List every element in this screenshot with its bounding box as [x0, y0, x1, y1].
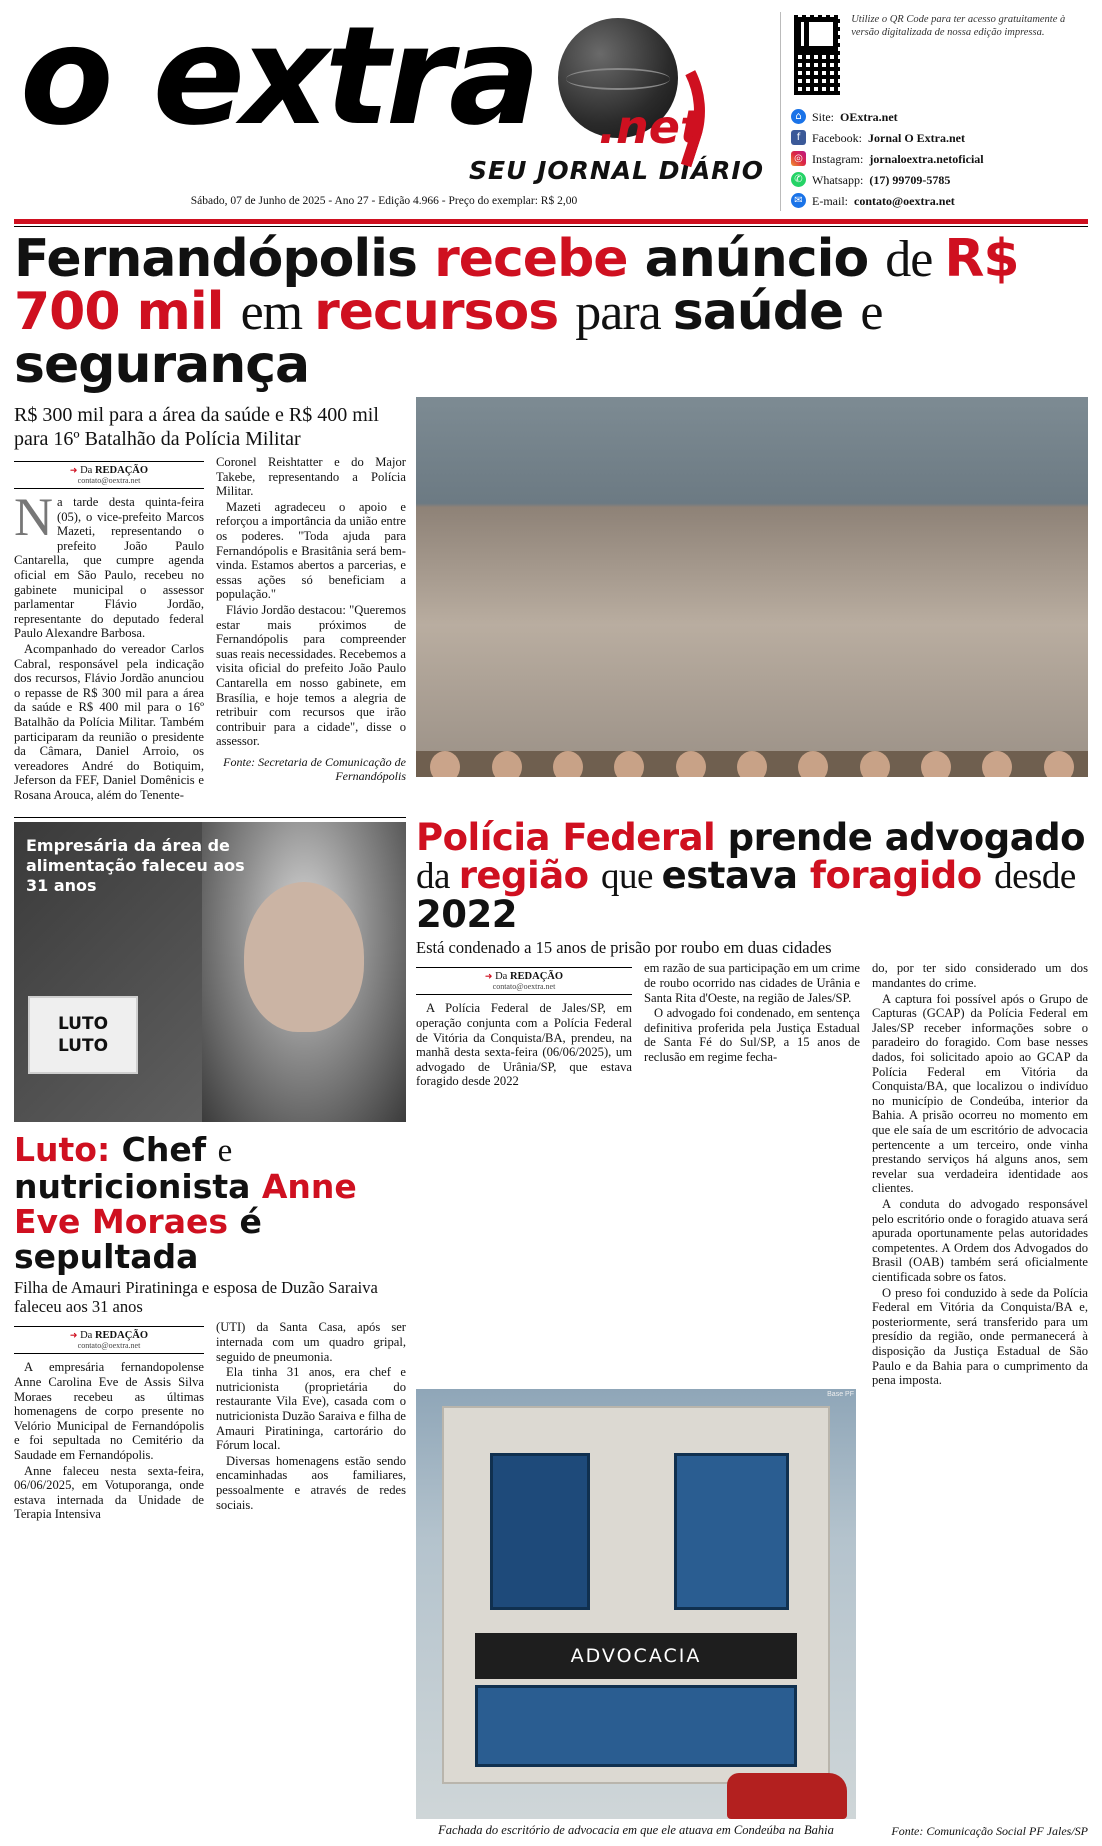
- paragraph: Acompanhado do vereador Carlos Cabral, responsável pela indicação dos recursos, Flávio Jordão anunciou o repasse de R$ 300 mil para a área da saúde e R$ 400 mil para o 16º Batalhão da Polícia Militar. Também participaram da reunião o presidente da Câmara, Daniel Arroio, os vereadores André do Botiquim, Jeferson da FEF, Daniel Domênicis e Rosana Arouca, além do Tenente-: [14, 641, 204, 802]
- contact-value: OExtra.net: [840, 109, 898, 124]
- pf-story: [416, 809, 1088, 1837]
- luto-photo: [14, 822, 406, 1122]
- paragraph: Ela tinha 31 anos, era chef e nutricionista (proprietária do restaurante Vila Eve), casada com o nutricionista Duzão Saraiva e filha de Amauri Piratininga, cartorário do Fórum local.: [216, 1365, 406, 1453]
- contact-value: (17) 99709-5785: [869, 172, 951, 187]
- luto-story: [14, 809, 406, 1837]
- divider: [14, 817, 406, 818]
- headline-part: desde: [994, 856, 1076, 898]
- headline-part: para: [575, 284, 673, 341]
- headline-part: saúde: [672, 282, 861, 342]
- contact-whatsapp[interactable]: [791, 169, 1088, 190]
- lead-section: [14, 397, 1088, 803]
- headline-part: em: [240, 284, 315, 341]
- headline-part: 2022: [416, 893, 517, 937]
- byline-prefix: Da: [80, 1330, 93, 1342]
- headline-part: Fernandópolis: [14, 229, 435, 289]
- masthead-tagline: SEU JORNAL DIÁRIO: [468, 156, 764, 185]
- contact-list: [791, 106, 1088, 211]
- luto-deck: Filha de Amauri Piratininga e esposa de Duzão Saraiva faleceu aos 31 anos: [14, 1278, 378, 1317]
- luto-sign: [28, 996, 138, 1074]
- whatsapp-icon: ✆: [791, 172, 806, 187]
- byline: [14, 461, 204, 489]
- contact-label: E-mail:: [812, 193, 848, 208]
- qr-note: Utilize o QR Code para ter acesso gratuitamente à versão digitalizada de nossa edição impressa.: [851, 14, 1066, 38]
- paragraph: O advogado foi condenado, em sentença definitiva proferida pela Justiça Estadual de Santa Fé do Sul/SP, a 15 anos de reclusão em regime fecha-: [644, 1006, 860, 1065]
- advocacia-sign: ADVOCACIA: [475, 1633, 797, 1679]
- divider-thin: [14, 226, 1088, 227]
- contact-label: Facebook:: [812, 130, 862, 145]
- lead-photo: [416, 397, 1088, 777]
- byline-prefix: Da: [495, 971, 508, 983]
- building-door: [490, 1453, 590, 1610]
- headline-part: e: [217, 1133, 233, 1170]
- headline-part: recebe: [434, 229, 645, 289]
- qr-code-icon[interactable]: [791, 12, 843, 98]
- issue-line: Sábado, 07 de Junho de 2025 - Ano 27 - Edição 4.966 - Preço do exemplar: R$ 2,00: [190, 195, 578, 207]
- paragraph: A captura foi possível após o Grupo de Capturas (GCAP) da Polícia Federal em Jales/SP receber informações sobre o paradeiro do foragido. Com base nesses dados, foi solicitado apoio ao GCAP da Polícia Federal em Vitória da Conquista/BA, que localizou o indivíduo no município de Condeúba, interior da Bahia. A prisão ocorreu no momento em que ele saía de um escritório de advocacia pertencente a um terceiro, onde vinha prestando serviços há alguns anos, sem revelar sua verdadeira identidade aos clientes.: [872, 991, 1088, 1196]
- paragraph: A empresária fernandopolense Anne Carolina Eve de Assis Silva Moraes recebeu as últimas homenagens de corpo presente no Velório Municipal de Fernandópolis e foi sepultada no Cemitério da Saudade em Fernandópolis.: [14, 1360, 204, 1463]
- headline-part: R$ 700 mil: [14, 229, 1019, 342]
- divider-red: [14, 219, 1088, 224]
- paragraph: (UTI) da Santa Casa, após ser internada com um quadro gripal, seguido de pneumonia.: [216, 1320, 406, 1364]
- facebook-icon: f: [791, 130, 806, 145]
- contact-label: Instagram:: [812, 151, 864, 166]
- headline-part: região: [458, 854, 601, 898]
- contact-instagram[interactable]: [791, 148, 1088, 169]
- lead-headline: [14, 229, 1088, 395]
- qr-row: [791, 12, 1088, 98]
- headline-part: Luto:: [14, 1130, 122, 1170]
- pf-deck: Está condenado a 15 anos de prisão por roubo em duas cidades: [416, 938, 832, 958]
- car: [727, 1773, 847, 1819]
- lead-photo-block: [416, 397, 1088, 803]
- logo-text: o extra: [20, 0, 537, 156]
- logo-suffix: .net: [598, 100, 702, 154]
- headline-part: recursos: [314, 282, 576, 342]
- headline-part: que: [600, 856, 662, 898]
- building-lower-window: [475, 1685, 797, 1767]
- byline-mail: contato@oextra.net: [77, 476, 141, 485]
- luto-sign-line1: LUTO: [57, 1014, 109, 1035]
- building-window: [674, 1453, 789, 1610]
- paragraph: Flávio Jordão destacou: "Queremos estar mais próximos de Fernandópolis para compreender suas reais necessidades. Recebemos a visita oficial do prefeito João Paulo Cantarella em nosso gabinete, em Brasília, e hoje temos a alegria de retribuir com recursos que irão contribuir para a cidade", disse o assessor.: [216, 602, 406, 749]
- arrow-icon: ➜: [69, 465, 78, 475]
- contact-facebook[interactable]: [791, 127, 1088, 148]
- paragraph: Diversas homenagens estão sendo encaminhadas aos familiares, pessoalmente e através de redes sociais.: [216, 1453, 406, 1512]
- contact-label: Whatsapp:: [812, 172, 864, 187]
- headline-part: Polícia Federal: [416, 816, 728, 860]
- headline-part: nutricionista: [14, 1167, 262, 1207]
- headline-part: da: [416, 856, 459, 898]
- pf-photo: [416, 1389, 856, 1819]
- lead-deck: R$ 300 mil para a área da saúde e R$ 400 mil para 16º Batalhão da Polícia Militar: [14, 404, 379, 450]
- globe-icon: ⌂: [791, 109, 806, 124]
- headline-part: estava: [661, 854, 810, 898]
- contact-site[interactable]: [791, 106, 1088, 127]
- source-note: Fonte: Secretaria de Comunicação de Fernandópolis: [223, 754, 406, 783]
- contact-value: Jornal O Extra.net: [868, 130, 965, 145]
- headline-part: foragido: [809, 854, 995, 898]
- mid-section: [14, 809, 1088, 1837]
- luto-headline: [14, 1130, 406, 1277]
- pf-headline: [416, 816, 1088, 937]
- contact-email[interactable]: [791, 190, 1088, 211]
- mail-icon: ✉: [791, 193, 806, 208]
- headline-part: prende advogado: [727, 816, 1086, 860]
- paragraph: A Polícia Federal de Jales/SP, em operação conjunta com a Polícia Federal de Vitória da Conquista/BA, prendeu, na manhã desta sexta-feira (06/06/2025), um advogado de Urânia/SP, que estava foragido desde 2022: [416, 1001, 632, 1089]
- paragraph: em razão de sua participação em um crime de roubo ocorrido nas cidades de Urânia e Santa Rita d'Oeste, na região de Jales/SP.: [644, 961, 860, 1005]
- luto-photo-overlay-text: Empresária da área de alimentação faleceu aos 31 anos: [26, 836, 245, 896]
- arrow-icon: ➜: [484, 971, 493, 982]
- building: [442, 1406, 829, 1784]
- byline-name: REDAÇÃO: [509, 971, 564, 983]
- photo-people-group: [416, 542, 1088, 777]
- byline-mail: contato@oextra.net: [77, 1341, 141, 1351]
- paragraph: Anne faleceu nesta sexta-feira, 06/06/2025, em Votuporanga, onde estava internada da Unidade de Terapia Intensiva: [14, 1463, 204, 1522]
- source-note: Fonte: Comunicação Social PF Jales/SP: [891, 1823, 1088, 1838]
- byline-prefix: Da: [80, 465, 93, 476]
- headline-part: de: [885, 231, 945, 288]
- paragraph: Mazeti agradeceu o apoio e reforçou a importância da união entre os poderes. "Toda ajuda para Fernandópolis e Brasitânia será bem-vinda. Estamos abertos a parcerias, e essas ações só beneficiam a população.": [216, 499, 406, 602]
- arrow-icon: ➜: [69, 1330, 78, 1341]
- byline-name: REDAÇÃO: [94, 465, 149, 476]
- photo-credit: Base PF: [827, 1390, 854, 1398]
- headline-part: segurança: [14, 335, 310, 395]
- byline-mail: contato@oextra.net: [492, 982, 556, 992]
- paragraph: Coronel Reishtatter e do Major Takebe, representando a Polícia Militar.: [216, 455, 406, 499]
- portrait-face: [244, 882, 364, 1032]
- logo: [14, 0, 774, 162]
- headline-part: Anne Eve Moraes: [14, 1167, 357, 1242]
- masthead-right: [780, 12, 1088, 211]
- paragraph: O preso foi conduzido à sede da Polícia Federal em Vitória da Conquista/BA e, posteriormente, será transferido para um presídio da região, onde permanecerá à disposição da Justiça Estadual de São Paulo e da Bahia para o cumprimento da pena imposta.: [872, 1285, 1088, 1388]
- paragraph: Na tarde desta quinta-feira (05), o vice-prefeito Marcos Mazeti, representando o prefeito João Paulo Cantarella, que cumpre agenda oficial em São Paulo, recebeu no gabinete municipal o assessor parlamentar Flávio Jordão, representante do deputado federal Paulo Alexandre Barbosa.: [14, 487, 204, 641]
- instagram-icon: ◎: [791, 151, 806, 166]
- headline-part: e: [860, 284, 883, 341]
- luto-sign-line2: LUTO: [57, 1036, 109, 1057]
- masthead-left: [14, 0, 774, 207]
- contact-value: jornaloextra.netoficial: [869, 151, 984, 166]
- byline-name: REDAÇÃO: [94, 1330, 149, 1342]
- byline: [14, 1326, 204, 1354]
- headline-part: é sepultada: [14, 1202, 262, 1277]
- lead-text-block: [14, 397, 406, 803]
- paragraph: do, por ter sido considerado um dos mandantes do crime.: [872, 961, 1088, 991]
- pf-photo-caption: Fachada do escritório de advocacia em que ele atuava em Condeúba na Bahia: [438, 1822, 834, 1837]
- headline-part: anúncio: [644, 229, 886, 289]
- contact-label: Site:: [812, 109, 835, 124]
- headline-part: Chef: [121, 1130, 218, 1170]
- byline: [416, 967, 632, 995]
- masthead: [14, 0, 1088, 211]
- paragraph: A conduta do advogado responsável pelo escritório onde o foragido atuava será apurada oportunamente pelas autoridades competentes. A Ordem dos Advogados do Brasil (OAB) também será oficialmente cientificada sobre os fatos.: [872, 1196, 1088, 1284]
- contact-value: contato@oextra.net: [854, 193, 955, 208]
